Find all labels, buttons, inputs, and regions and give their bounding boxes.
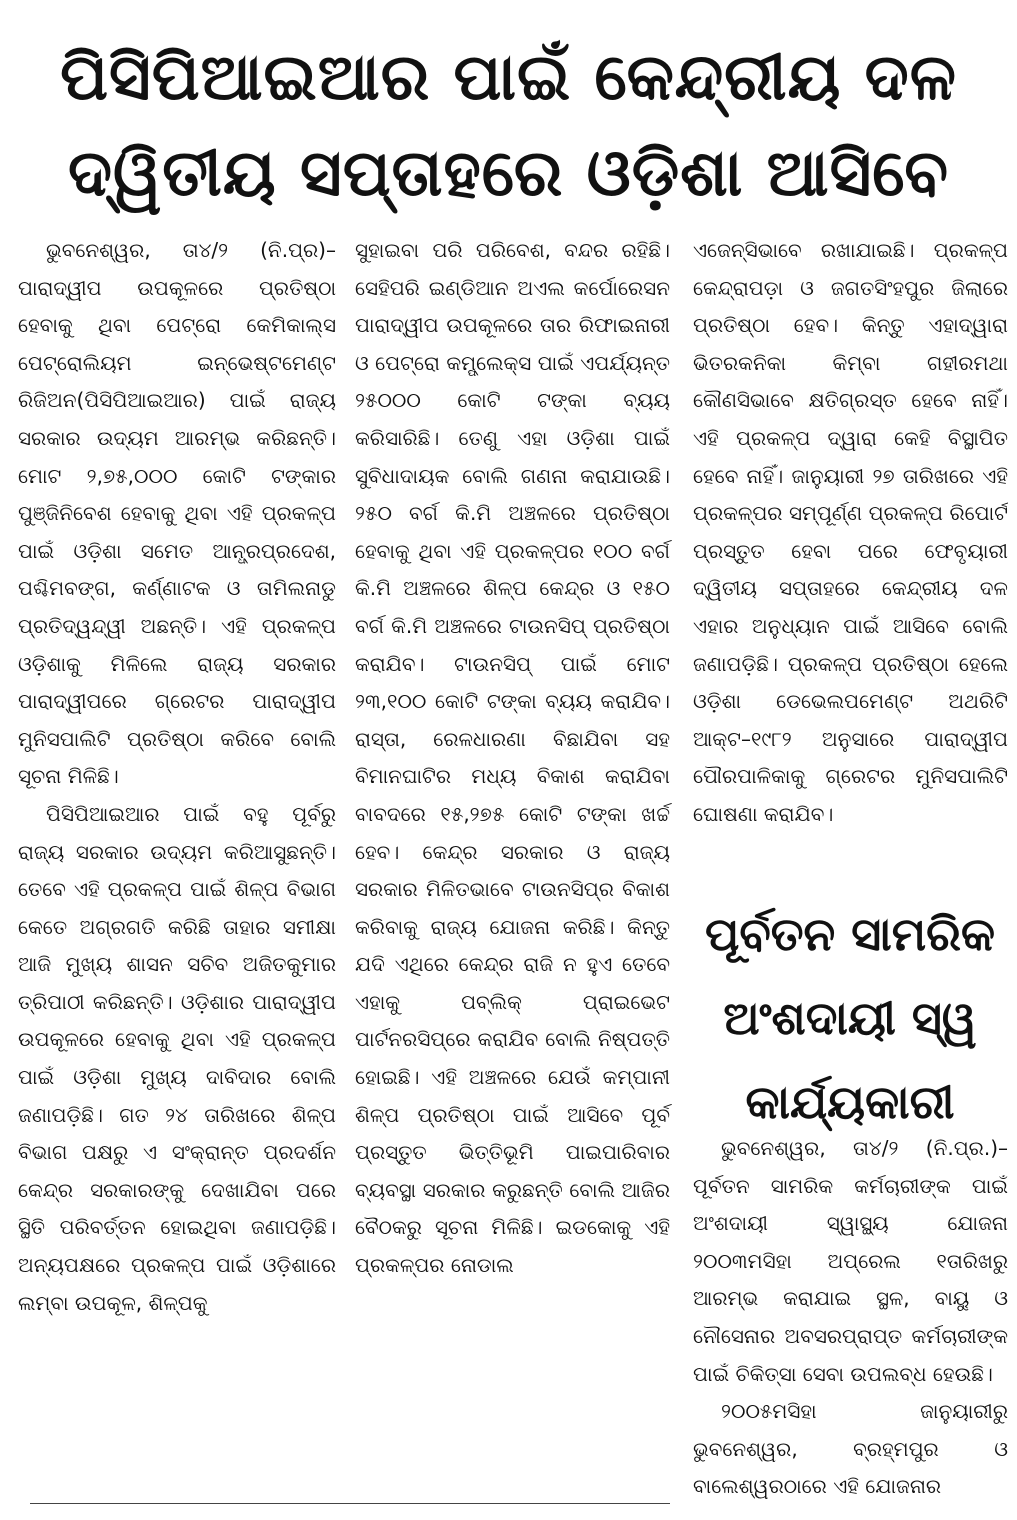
bottom-rule [30, 1503, 670, 1504]
article-paragraph: ସୁହାଇବା ପରି ପରିବେଶ, ବନ୍ଦର ରହିଛି। ସେହିପରି ଇଣ୍ଡିଆନ ଅଏଲ କର୍ପୋରେସନ ପାରାଦ୍ୱୀପ ଉପକୂଳରେ ତାର ରିଫାଇନାରୀ ଓ ପେଟ୍ରୋ କମ୍ପ୍ଲେକ୍ସ ପାଇଁ ଏପର୍ଯ୍ୟନ୍ତ ୨୫୦୦୦ କୋଟି ଟଙ୍କା ବ୍ୟୟ କରିସାରିଛି। ତେଣୁ ଏହା ଓଡ଼ିଶା ପାଇଁ ସୁବିଧାଦାୟକ ବୋଲି ଗଣନା କରାଯାଉଛି। ୨୫୦ ବର୍ଗ କି.ମି ଅଞ୍ଚଳରେ ପ୍ରତିଷ୍ଠା ହେବାକୁ ଥିବା ଏହି ପ୍ରକଳ୍ପର ୧୦୦ ବର୍ଗ କି.ମି ଅଞ୍ଚଳରେ ଶିଳ୍ପ କେନ୍ଦ୍ର ଓ ୧୫୦ ବର୍ଗ କି.ମି ଅଞ୍ଚଳରେ ଟାଉନସିପ୍ ପ୍ରତିଷ୍ଠା କରାଯିବ। ଟାଉନସିପ୍ ପାଇଁ ମୋଟ ୨୩,୧୦୦ କୋଟି ଟଙ୍କା ବ୍ୟୟ କରାଯିବ। ରାସ୍ତା, ରେଳଧାରଣା ବିଛାଯିବା ସହ ବିମାନଘାଟିର ମଧ୍ୟ ବିକାଶ କରାଯିବା ବାବଦରେ ୧୫,୨୭୫ କୋଟି ଟଙ୍କା ଖର୍ଚ୍ଚ ହେବ। କେନ୍ଦ୍ର ସରକାର ଓ ରାଜ୍ୟ ସରକାର ମିଳିତଭାବେ ଟାଉନସିପ୍ର ବିକାଶ କରିବାକୁ ରାଜ୍ୟ ଯୋଜନା କରିଛି। କିନ୍ତୁ ଯଦି ଏଥିରେ କେନ୍ଦ୍ର ରାଜି ନ ହୁଏ ତେବେ ଏହାକୁ ପବ୍ଲିକ୍ ପ୍ରାଇଭେଟ ପାର୍ଟନରସିପ୍ରେ କରାଯିବ ବୋଲି ନିଷ୍ପତ୍ତି ହୋଇଛି। ଏହି ଅଞ୍ଚଳରେ ଯେଉଁ କମ୍ପାନୀ ଶିଳ୍ପ ପ୍ରତିଷ୍ଠା ପାଇଁ ଆସିବେ ପୂର୍ବ ପ୍ରସ୍ତୁତ ଭିତ୍ତିଭୂମି ପାଇପାରିବାର ବ୍ୟବସ୍ଥା ସରକାର କରୁଛନ୍ତି ବୋଲି ଆଜିର ବୈଠକରୁ ସୂଚନା ମିଳିଛି। ଇଡକୋକୁ ଏହି ପ୍ରକଳ୍ପର ନୋଡାଲ [355, 238, 670, 1278]
second-headline-line-2: ଅଂଶଦାୟୀ ସ୍ୱ [723, 991, 977, 1045]
second-headline-line-3: କାର୍ଯ୍ୟକାରୀ [745, 1075, 955, 1129]
headline-line-2: ଦ୍ୱିତୀୟ ସପ୍ତାହରେ ଓଡ଼ିଶା ଆସିବେ [67, 137, 950, 211]
headline-line-1: ପିସିପିଆଇଆର ପାଇଁ କେନ୍ଦ୍ରୀୟ ଦଳ [60, 41, 957, 115]
main-headline [0, 30, 1017, 222]
article-column-1 [18, 232, 336, 1322]
second-story-body [693, 1130, 1008, 1510]
second-story-paragraph: ଭୁବନେଶ୍ୱର, ତା୪/୨ (ନି.ପ୍ର.)– ପୂର୍ବତନ ସାମରିକ କର୍ମଚାରୀଙ୍କ ପାଇଁ ଅଂଶଦାୟୀ ସ୍ୱାସ୍ଥ୍ୟ ଯୋଜନା ୨୦୦୩ମସିହା ଅପ୍ରେଲ ୧ତାରିଖରୁ ଆରମ୍ଭ କରାଯାଇ ସ୍ଥଳ, ବାୟୁ ଓ ନୌସେନାର ଅବସରପ୍ରାପ୍ତ କର୍ମଚାରୀଙ୍କ ପାଇଁ ଚିକିତ୍ସା ସେବା ଉପଲବ୍ଧ ହେଉଛି। [693, 1136, 1008, 1386]
article-paragraph: ଭୁବନେଶ୍ୱର, ତା୪/୨ (ନି.ପ୍ର)– ପାରାଦ୍ୱୀପ ଉପକୂଳରେ ପ୍ରତିଷ୍ଠା ହେବାକୁ ଥିବା ପେଟ୍ରୋ କେମିକାଲ୍ସ ପେଟ୍ରୋଲିୟମ ଇନ୍ଭେଷ୍ଟମେଣ୍ଟ ରିଜିଅନ(ପିସିପିଆଇଆର) ପାଇଁ ରାଜ୍ୟ ସରକାର ଉଦ୍ୟମ ଆରମ୍ଭ କରିଛନ୍ତି। ମୋଟ ୨,୭୫,୦୦୦ କୋଟି ଟଙ୍କାର ପୁଞ୍ଜିନିବେଶ ହେବାକୁ ଥିବା ଏହି ପ୍ରକଳ୍ପ ପାଇଁ ଓଡ଼ିଶା ସମେତ ଆନ୍ଧ୍ରପ୍ରଦେଶ, ପଶ୍ଚିମବଙ୍ଗ, କର୍ଣ୍ଣାଟକ ଓ ତାମିଲନାଡୁ ପ୍ରତିଦ୍ୱନ୍ଦ୍ୱୀ ଅଛନ୍ତି। ଏହି ପ୍ରକଳ୍ପ ଓଡ଼ିଶାକୁ ମିଳିଲେ ରାଜ୍ୟ ସରକାର ପାରାଦ୍ୱୀପରେ ଗ୍ରେଟର ପାରାଦ୍ୱୀପ ମୁନିସପାଲିଟି ପ୍ରତିଷ୍ଠା କରିବେ ବୋଲି ସୂଚନା ମିଳିଛି। [18, 238, 336, 789]
article-column-3 [693, 232, 1008, 862]
article-column-2 [355, 232, 670, 1285]
second-story-headline [690, 892, 1010, 1144]
second-headline-line-1: ପୂର୍ବତନ ସାମରିକ [704, 907, 996, 961]
second-story-paragraph: ୨୦୦୫ମସିହା ଜାନୁୟାରୀରୁ ଭୁବନେଶ୍ୱର, ବ୍ରହ୍ମପୁର ଓ ବାଲେଶ୍ୱରଠାରେ ଏହି ଯୋଜନାର [693, 1399, 1008, 1499]
article-paragraph: ପିସିପିଆଇଆର ପାଇଁ ବହୁ ପୂର୍ବରୁ ରାଜ୍ୟ ସରକାର ଉଦ୍ୟମ କରିଆସୁଛନ୍ତି। ତେବେ ଏହି ପ୍ରକଳ୍ପ ପାଇଁ ଶିଳ୍ପ ବିଭାଗ କେତେ ଅଗ୍ରଗତି କରିଛି ତାହାର ସମୀକ୍ଷା ଆଜି ମୁଖ୍ୟ ଶାସନ ସଚିବ ଅଜିତକୁମାର ତ୍ରିପାଠୀ କରିଛନ୍ତି। ଓଡ଼ିଶାର ପାରାଦ୍ୱୀପ ଉପକୂଳରେ ହେବାକୁ ଥିବା ଏହି ପ୍ରକଳ୍ପ ପାଇଁ ଓଡ଼ିଶା ମୁଖ୍ୟ ଦାବିଦାର ବୋଲି ଜଣାପଡ଼ିଛି। ଗତ ୨୪ ତାରିଖରେ ଶିଳ୍ପ ବିଭାଗ ପକ୍ଷରୁ ଏ ସଂକ୍ରାନ୍ତ ପ୍ରଦର୍ଶନ କେନ୍ଦ୍ର ସରକାରଙ୍କୁ ଦେଖାଯିବା ପରେ ସ୍ଥିତି ପରିବର୍ତ୍ତନ ହୋଇଥିବା ଜଣାପଡ଼ିଛି। ଅନ୍ୟପକ୍ଷରେ ପ୍ରକଳ୍ପ ପାଇଁ ଓଡ଼ିଶାରେ ଲମ୍ବା ଉପକୂଳ, ଶିଳ୍ପକୁ [18, 801, 336, 1315]
article-paragraph: ଏଜେନ୍ସିଭାବେ ରଖାଯାଇଛି। ପ୍ରକଳ୍ପ କେନ୍ଦ୍ରାପଡ଼ା ଓ ଜଗତସିଂହପୁର ଜିଲାରେ ପ୍ରତିଷ୍ଠା ହେବ। କିନ୍ତୁ ଏହାଦ୍ୱାରା ଭିତରକନିକା କିମ୍ବା ଗହୀରମଥା କୌଣସିଭାବେ କ୍ଷତିଗ୍ରସ୍ତ ହେବେ ନାହିଁ। ଏହି ପ୍ରକଳ୍ପ ଦ୍ୱାରା କେହି ବିସ୍ଥାପିତ ହେବେ ନାହିଁ। ଜାନୁୟାରୀ ୨୭ ତାରିଖରେ ଏହି ପ୍ରକଳ୍ପର ସମ୍ପୂର୍ଣ୍ଣ ପ୍ରକଳ୍ପ ରିପୋର୍ଟ ପ୍ରସ୍ତୁତ ହେବା ପରେ ଫେବୃୟାରୀ ଦ୍ୱିତୀୟ ସପ୍ତାହରେ କେନ୍ଦ୍ରୀୟ ଦଳ ଏହାର ଅନୁଧ୍ୟାନ ପାଇଁ ଆସିବେ ବୋଲି ଜଣାପଡ଼ିଛି। ପ୍ରକଳ୍ପ ପ୍ରତିଷ୍ଠା ହେଲେ ଓଡ଼ିଶା ଡେଭେଲପମେଣ୍ଟ ଅଥରିଟି ଆକ୍ଟ–୧୯୮୨ ଅନୁସାରେ ପାରାଦ୍ୱୀପ ପୌରପାଳିକାକୁ ଗ୍ରେଟର ମୁନିସପାଲିଟି ଘୋଷଣା କରାଯିବ। [693, 238, 1008, 826]
